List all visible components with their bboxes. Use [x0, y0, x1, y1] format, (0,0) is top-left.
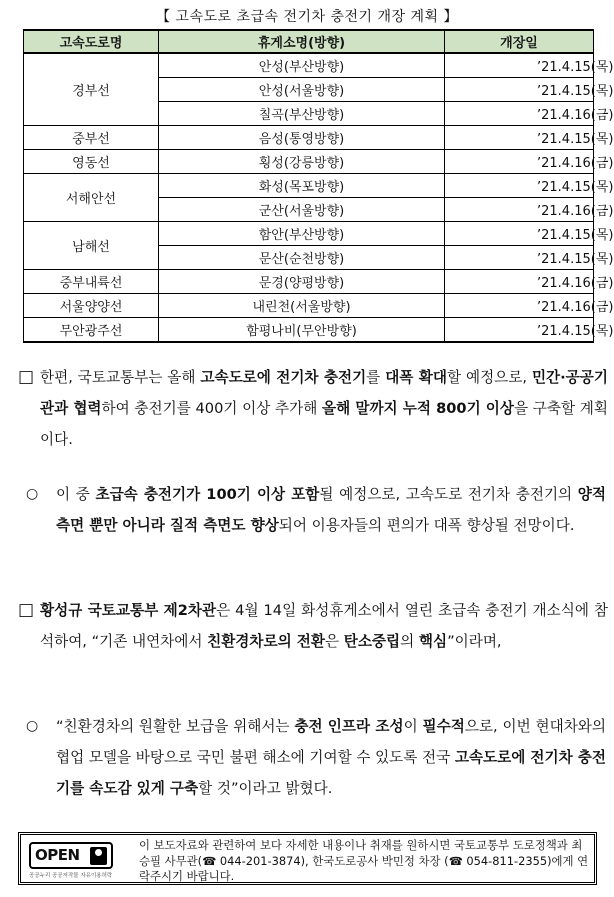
- date-cell: ’21.4.16(금): [445, 270, 594, 294]
- header-open-date: 개장일: [445, 30, 594, 53]
- rest-area-cell: 화성(목포방향): [159, 174, 445, 198]
- bold-text-run: 고속도로에 전기차 충전기를 속도감 있게 구축: [56, 749, 606, 797]
- bold-text-run: 올해 말까지 누적 800기 이상: [322, 400, 515, 417]
- text-run: 으로, 이번 현대차와의 협업 모델을 바탕으로 국민 불편 해소에 기여할 수 있도록 전국: [56, 718, 606, 766]
- rest-area-cell: 문산(순천방향): [159, 246, 445, 270]
- bold-text-run: 대폭 확대: [385, 369, 447, 386]
- bold-text-run: 초급속 충전기가 100기 이상 포함: [95, 486, 320, 503]
- paragraph-text: [26, 479, 606, 541]
- table-row: [24, 270, 594, 294]
- header-road: 고속도로명: [24, 30, 159, 53]
- rest-area-cell: 함안(부산방향): [159, 222, 445, 246]
- table-row: [24, 222, 594, 246]
- text-run: 한편, 국토교통부는 올해: [40, 369, 201, 386]
- bold-text-run: 필수적: [422, 718, 465, 735]
- date-cell: ’21.4.15(목): [445, 53, 594, 78]
- header-rest-area: 휴게소명(방향): [159, 30, 445, 53]
- text-run: 은 4월 14일 화성휴게소에서 열린 초급속 충전기 개소식에 참석하여, “기존 내연차에서: [40, 602, 609, 650]
- table-title: 【 고속도로 초급속 전기차 충전기 개장 계획 】: [155, 9, 459, 25]
- bold-text-run: 고속도로에 전기차 충전기: [200, 369, 367, 386]
- date-cell: ’21.4.15(목): [445, 78, 594, 102]
- checkbox-square-icon: □: [18, 600, 35, 620]
- footer-contact-text: 이 보도자료와 관련하여 보다 자세한 내용이나 취재를 원하시면 국토교통부 도로정책과 최승필 사무관(☎ 044-201-3874), 한국도로공사 박민정 차장 (☎ 054-811-2355)에게 연락주시기 바랍니다.: [139, 838, 589, 883]
- paragraph-text: [18, 362, 608, 455]
- date-cell: ’21.4.16(금): [445, 198, 594, 222]
- rest-area-cell: 안성(부산방향): [159, 53, 445, 78]
- date-cell: ’21.4.16(금): [445, 150, 594, 174]
- text-run: 할 것”이라고 밝혔다.: [198, 780, 333, 797]
- rest-area-cell: 문경(양평방향): [159, 270, 445, 294]
- rest-area-cell: 내린천(서울방향): [159, 294, 445, 318]
- road-cell: 중부선: [24, 126, 159, 150]
- date-cell: ’21.4.15(목): [445, 222, 594, 246]
- open-logo-text: OPEN: [35, 846, 80, 864]
- bold-text-run: 핵심: [418, 633, 448, 650]
- schedule-table: [23, 29, 614, 343]
- bold-text-run: 탄소중립: [343, 633, 401, 650]
- logo-caption: 공공누리 공공저작물 자유이용허락: [29, 873, 113, 879]
- road-cell: 영동선: [24, 150, 159, 174]
- road-cell: 경부선: [24, 53, 159, 126]
- road-cell: 남해선: [24, 222, 159, 270]
- bold-text-run: 친환경차로의 전환: [207, 633, 325, 650]
- road-cell: 중부내륙선: [24, 270, 159, 294]
- text-run: 되어 이용자들의 편의가 대폭 향상될 전망이다.: [278, 517, 575, 534]
- circle-bullet-icon: ○: [26, 486, 39, 502]
- paragraph-4: [26, 711, 606, 804]
- table-row: [24, 150, 594, 174]
- table-row: [24, 53, 594, 78]
- contact-footer: [18, 832, 597, 885]
- table-row: [24, 294, 594, 318]
- text-run: ”이라며,: [447, 633, 502, 650]
- road-cell: 무안광주선: [24, 318, 159, 343]
- person-icon: [90, 847, 107, 865]
- table-row: [24, 318, 594, 343]
- paragraph-2: [26, 479, 606, 541]
- table-row: [24, 174, 594, 198]
- bold-text-run: 민간·공공기관과 협력: [40, 369, 608, 417]
- text-run: 이 중: [56, 486, 96, 503]
- rest-area-cell: 함평나비(무안방향): [159, 318, 445, 343]
- text-run: 를: [366, 369, 386, 386]
- text-run: “친환경차의 원활한 보급을 위해서는: [56, 718, 295, 735]
- table-header-row: [24, 30, 594, 53]
- date-cell: ’21.4.15(목): [445, 174, 594, 198]
- bold-text-run: 양적 측면 뿐만 아니라 질적 측면도 향상: [56, 486, 606, 534]
- paragraph-text: [26, 711, 606, 804]
- rest-area-cell: 음성(통영방향): [159, 126, 445, 150]
- text-run: 의: [400, 633, 419, 650]
- rest-area-cell: 칠곡(부산방향): [159, 102, 445, 126]
- bold-text-run: 황성규 국토교통부 제2차관: [40, 602, 217, 619]
- rest-area-cell: 횡성(강릉방향): [159, 150, 445, 174]
- date-cell: ’21.4.16(금): [445, 294, 594, 318]
- paragraph-text: [18, 595, 608, 657]
- date-cell: ’21.4.15(목): [445, 246, 594, 270]
- text-run: 을 구축할 계획이다.: [40, 400, 608, 448]
- text-run: 은: [324, 633, 344, 650]
- road-cell: 서울양양선: [24, 294, 159, 318]
- bold-text-run: 충전 인프라 조성: [294, 718, 404, 735]
- open-license-logo: [29, 842, 113, 880]
- circle-bullet-icon: ○: [26, 718, 39, 734]
- date-cell: ’21.4.16(금): [445, 102, 594, 126]
- checkbox-square-icon: □: [18, 367, 35, 387]
- paragraph-1: [18, 362, 608, 455]
- road-cell: 서해안선: [24, 174, 159, 222]
- rest-area-cell: 군산(서울방향): [159, 198, 445, 222]
- text-run: 할 예정으로,: [446, 369, 532, 386]
- table-row: [24, 126, 594, 150]
- date-cell: ’21.4.15(목): [445, 126, 594, 150]
- paragraph-3: [18, 595, 608, 657]
- rest-area-cell: 안성(서울방향): [159, 78, 445, 102]
- text-run: 이: [403, 718, 423, 735]
- text-run: 될 예정으로, 고속도로 전기차 충전기의: [319, 486, 578, 503]
- text-run: 하여 충전기를 400기 이상 추가해: [101, 400, 323, 417]
- date-cell: ’21.4.15(목): [445, 318, 594, 343]
